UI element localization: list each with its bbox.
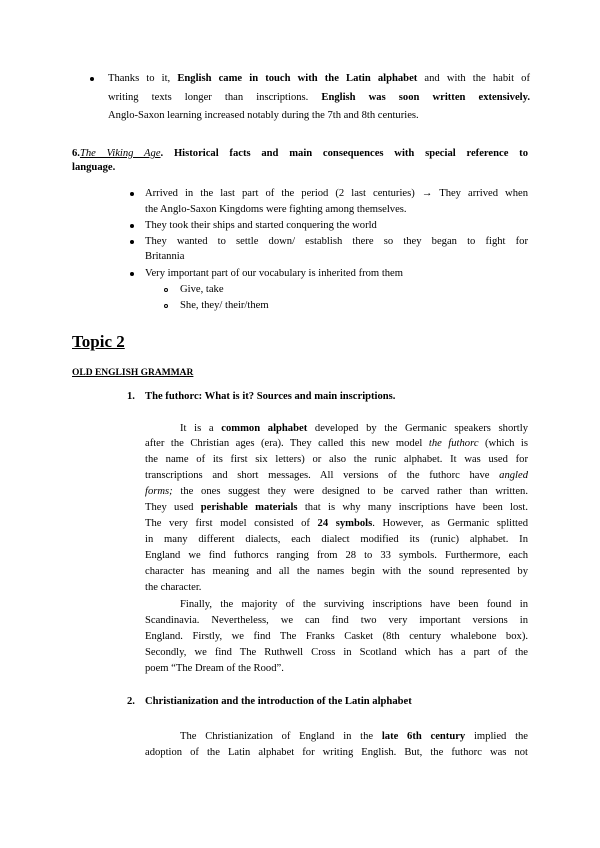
bullet: [130, 192, 134, 196]
paragraph-line: character has meaning and all the names begin with the sound represented by: [145, 566, 528, 577]
bullet-line: They took their ships and started conquering the world: [145, 220, 377, 231]
item-heading: Christianization and the introduction of the Latin alphabet: [145, 696, 412, 707]
paragraph-line: Finally, the majority of the surviving inscriptions have been found in: [180, 599, 528, 610]
paragraph-line: the character.: [145, 582, 202, 593]
item-heading: The futhorc: What is it? Sources and main inscriptions.: [145, 391, 396, 402]
topic-title: Topic 2: [72, 332, 125, 351]
paragraph-line: Secondly, we find The Ruthwell Cross in Scotland which has a part of the: [145, 647, 528, 658]
paragraph-line: It is a common alphabet developed by the Germanic speakers shortly: [180, 423, 528, 434]
list-number: 1.: [127, 391, 135, 402]
bullet: [90, 77, 94, 81]
paragraph-line: forms; the ones suggest they were designed to be carved rather than written.: [145, 486, 528, 497]
paragraph-line: England we find futhorcs ranging from 28 to 33 symbols. Furthermore, each: [145, 550, 528, 561]
paragraph-line: Anglo-Saxon learning increased notably during the 7th and 8th centuries.: [108, 110, 419, 121]
list-number: 2.: [127, 696, 135, 707]
paragraph-line: England. Firstly, we find The Franks Casket (8th century whalebone box).: [145, 631, 528, 642]
bullet-line: They wanted to settle down/ establish there so they began to fight for: [145, 236, 528, 247]
sub-bullet-line: Give, take: [180, 284, 224, 295]
paragraph-line: the name of its first six letters) or also the runic alphabet. It was used for: [145, 454, 528, 465]
paragraph-line: They used perishable materials that is why many inscriptions have been lost.: [145, 502, 528, 513]
bullet-line: Very important part of our vocabulary is inherited from them: [145, 268, 403, 279]
bullet-line: Britannia: [145, 251, 185, 262]
bullet: [130, 272, 134, 276]
bullet-line: Arrived in the last part of the period (2 last centuries) → They arrived when: [145, 188, 528, 199]
paragraph-line: Thanks to it, English came in touch with the Latin alphabet and with the habit of: [108, 73, 530, 84]
paragraph-line: in many different dialects, each dialect modified its (runic) alphabet. In: [145, 534, 528, 545]
bullet: [130, 224, 134, 228]
paragraph-line: after the Christian ages (era). They called this new model the futhorc (which is: [145, 438, 528, 449]
section-heading: 6.The Viking Age. Historical facts and main consequences with special reference to: [72, 148, 528, 159]
bullet-line: the Anglo-Saxon Kingdoms were fighting among themselves.: [145, 204, 407, 215]
paragraph-line: adoption of the Latin alphabet for writing English. But, the futhorc was not: [145, 747, 528, 758]
sub-bullet-line: She, they/ their/them: [180, 300, 269, 311]
paragraph-line: The Christianization of England in the late 6th century implied the: [180, 731, 529, 742]
sub-bullet: [164, 288, 168, 292]
topic-subtitle: OLD ENGLISH GRAMMAR: [72, 368, 194, 378]
paragraph-line: writing texts longer than inscriptions. English was soon written extensively.: [108, 92, 530, 103]
paragraph-line: The very first model consisted of 24 symbols. However, as Germanic splitted: [145, 518, 528, 529]
sub-bullet: [164, 304, 168, 308]
paragraph-line: Scandinavia. Nevertheless, we can find two very important versions in: [145, 615, 528, 626]
bullet: [130, 240, 134, 244]
paragraph-line: transcriptions and short messages. All versions of the futhorc have angled: [145, 470, 528, 481]
section-heading: language.: [72, 162, 116, 173]
paragraph-line: poem “The Dream of the Rood”.: [145, 663, 284, 674]
